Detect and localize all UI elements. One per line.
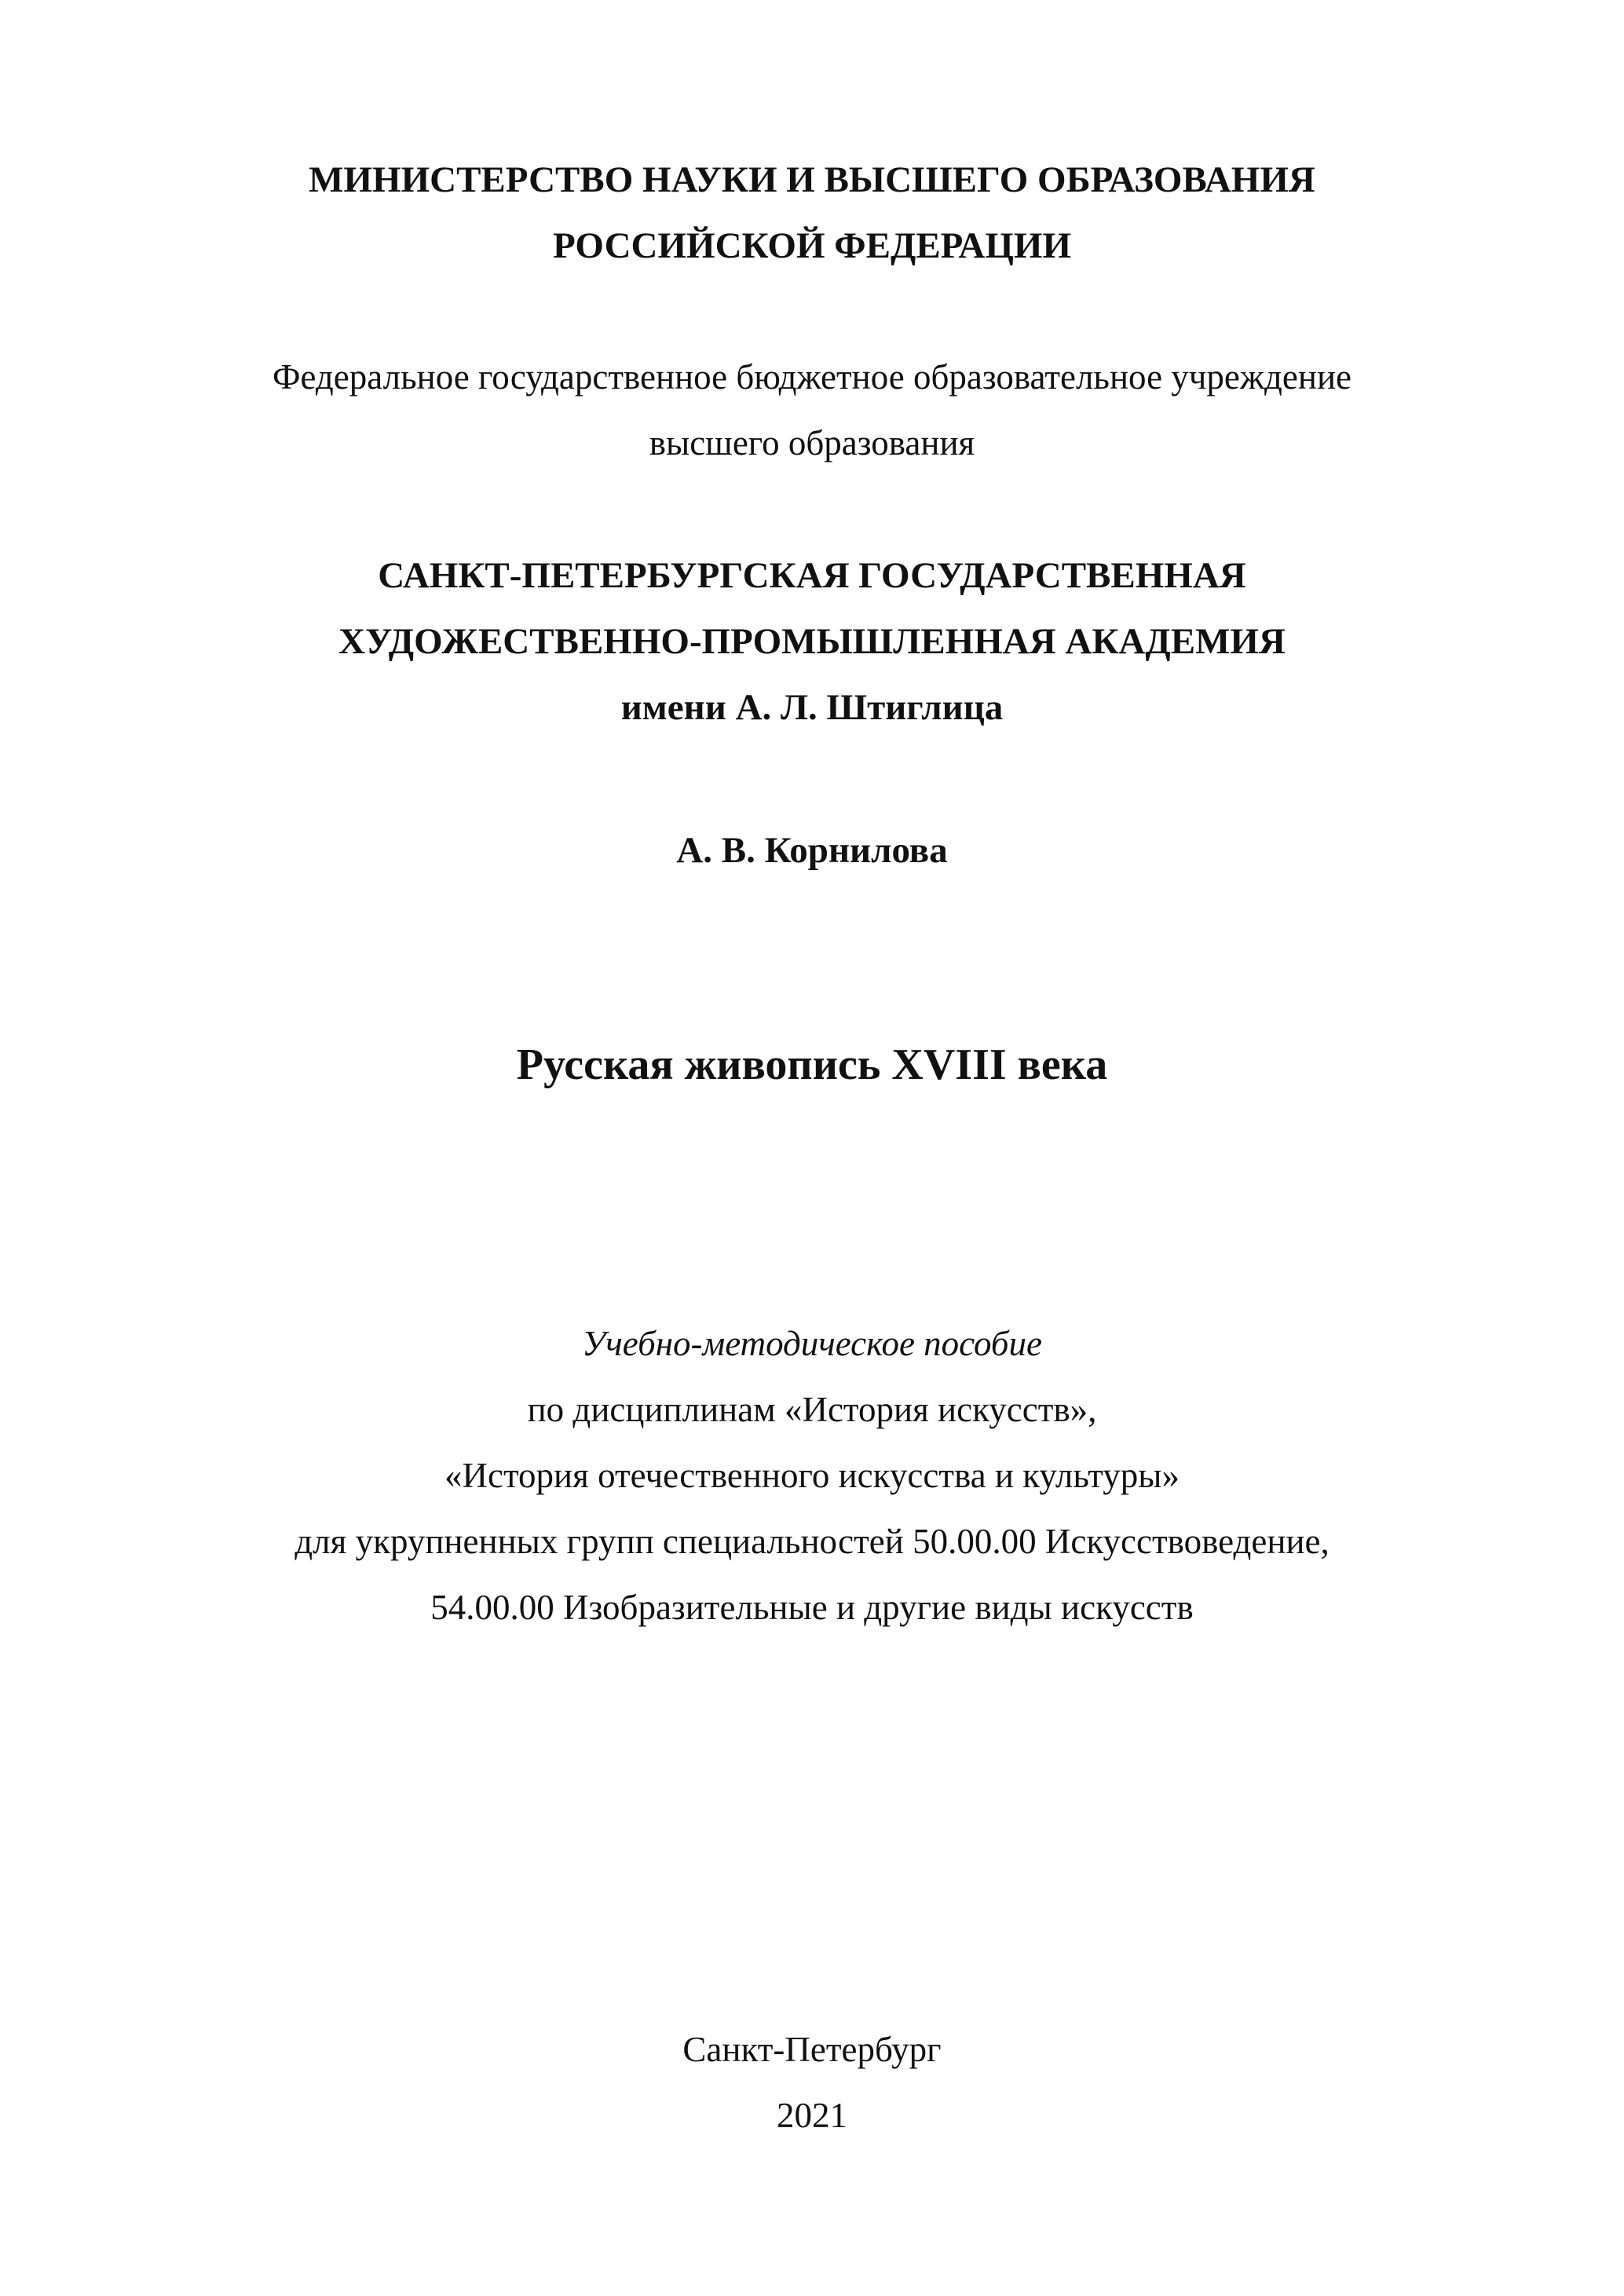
description-line-2: «История отечественного искусства и культуры» <box>444 1456 1180 1495</box>
description-line-4: 54.00.00 Изобразительные и другие виды искусств <box>430 1588 1194 1627</box>
institution-type-line-1: Федеральное государственное бюджетное образовательное учреждение <box>272 357 1352 397</box>
description-line-1: по дисциплинам «История искусств», <box>527 1390 1097 1429</box>
book-title: Русская живопись XVIII века <box>516 1040 1108 1089</box>
academy-line-3: имени А. Л. Штиглица <box>620 687 1004 728</box>
ministry-line-2: РОССИЙСКОЙ ФЕДЕРАЦИИ <box>553 225 1071 266</box>
academy-line-1: САНКТ-ПЕТЕРБУРГСКАЯ ГОСУДАРСТВЕННАЯ <box>378 555 1246 596</box>
author-name: А. В. Корнилова <box>676 830 948 871</box>
institution-type-line-2: высшего образования <box>649 423 975 462</box>
description-line-3: для укрупненных групп специальностей 50.00.00 Искусствоведение, <box>294 1522 1330 1561</box>
imprint-city: Санкт-Петербург <box>682 2030 942 2069</box>
ministry-line-1: МИНИСТЕРСТВО НАУКИ И ВЫСШЕГО ОБРАЗОВАНИЯ <box>309 159 1315 200</box>
publication-kind: Учебно-методическое пособие <box>581 1324 1043 1363</box>
imprint-year: 2021 <box>777 2096 847 2135</box>
academy-line-2: ХУДОЖЕСТВЕННО-ПРОМЫШЛЕННАЯ АКАДЕМИЯ <box>338 621 1286 662</box>
